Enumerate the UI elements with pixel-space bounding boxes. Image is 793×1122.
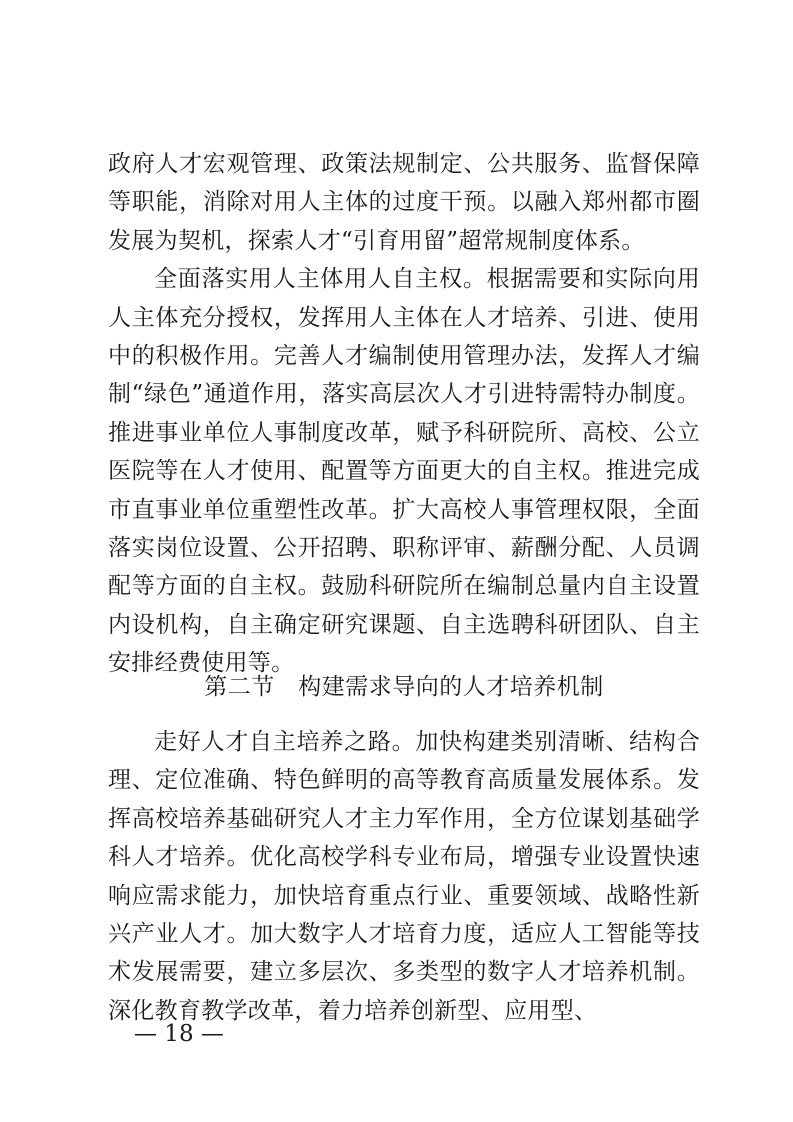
page-number: — 18 — bbox=[134, 1021, 224, 1047]
body-text-bottom bbox=[108, 723, 700, 1030]
body-text-top bbox=[108, 145, 700, 683]
paragraph-employer-autonomy: 全面落实用人主体用人自主权。根据需要和实际向用人主体充分授权，发挥用人主体在人才培养、引进、使用中的积极作用。完善人才编制使用管理办法，发挥人才编制“绿色”通道作用，落实高层次人才引进特需特办制度。推进事业单位人事制度改革，赋予科研院所、高校、公立医院等在人才使用、配置等方面更大的自主权。推进完成市直事业单位重塑性改革。扩大高校人事管理权限，全面落实岗位设置、公开招聘、职称评审、薪酬分配、人员调配等方面的自主权。鼓励科研院所在编制总量内自主设置内设机构，自主确定研究课题、自主选聘科研团队、自主安排经费使用等。 bbox=[108, 266, 700, 677]
paragraph-talent-training: 走好人才自主培养之路。加快构建类别清晰、结构合理、定位准确、特色鲜明的高等教育高质量发展体系。发挥高校培养基础研究人才主力军作用，全方位谋划基础学科人才培养。优化高校学科专业布局，增强专业设置快速响应需求能力，加快培育重点行业、重要领域、战略性新兴产业人才。加大数字人才培育力度，适应人工智能等技术发展需要，建立多层次、多类型的数字人才培养机制。深化教育教学改革，着力培养创新型、应用型、 bbox=[108, 729, 700, 1024]
section-heading: 第二节 构建需求导向的人才培养机制 bbox=[204, 674, 604, 700]
paragraph-continuation: 政府人才宏观管理、政策法规制定、公共服务、监督保障等职能，消除对用人主体的过度干预。以融入郑州都市圈发展为契机，探索人才“引育用留”超常规制度体系。 bbox=[108, 151, 700, 254]
